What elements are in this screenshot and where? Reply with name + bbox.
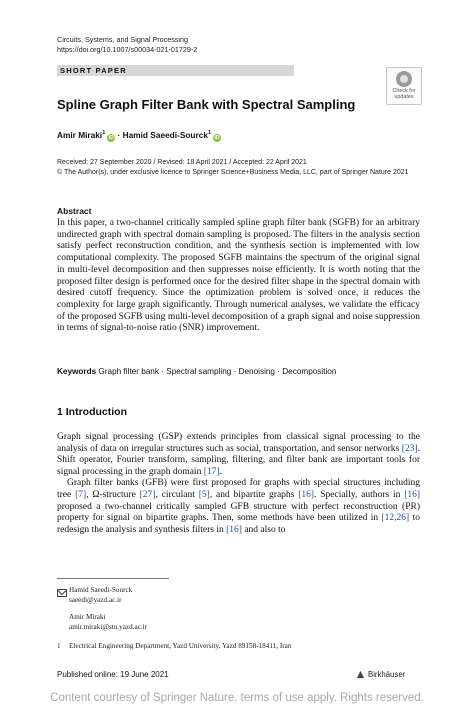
abstract-text: In this paper, a two-channel critically sampled spline graph filter bank (SGFB) for an arbitrary undirected graph with spectral domain sampling is proposed. The filters in the analysis section satisfy perfect reconstruction condition, and the synthesis section is implemented with low computational complexity. The proposed SGFB maintains the spectrum of the original signal in multi-level decomposition and then suppresses noise efficiently. It is worth noting that the proposed filter design is performed once for the desired filter shape in the spectral domain with desired cutoff frequency. Since the optimization problem is solved once, it reduces the complexity for large graph significantly. Through numerical analyses, we validate the efficacy of the proposed SGFB using multi-level decomposition of a graph signal and noise suppression in terms of signal-to-noise ratio (SNR) improvement.	[57, 218, 420, 334]
citation-link[interactable]: [16]	[226, 524, 242, 535]
corresponding-author	[69, 586, 132, 605]
citation-link[interactable]: [17]	[203, 466, 220, 477]
mail-icon	[57, 589, 67, 597]
corr-author-email[interactable]: saeedi@yazd.ac.ir	[69, 595, 122, 604]
author2-name: Amir Miraki	[69, 613, 106, 621]
article-type-label: SHORT PAPER	[60, 66, 127, 75]
citation-link[interactable]: [27]	[139, 489, 156, 500]
footnote-divider	[57, 578, 169, 579]
check-updates-line2: updates	[394, 94, 414, 100]
citation-link[interactable]: [16]	[298, 489, 315, 500]
paper-title: Spline Graph Filter Bank with Spectral Sampling	[57, 97, 356, 112]
courtesy-watermark: Content courtesy of Springer Nature, terms of use apply. Rights reserved.	[50, 692, 424, 704]
text: , Ω-structure	[86, 489, 140, 500]
dates-line: Received: 27 September 2020 / Revised: 18 April 2021 / Accepted: 22 April 2021	[57, 159, 307, 166]
keywords	[57, 367, 336, 376]
citation-link[interactable]: [7]	[75, 489, 87, 500]
check-updates-line1: Check for	[392, 88, 416, 94]
affiliation-text: Electrical Engineering Department, Yazd University, Yazd 89158-18411, Iran	[69, 642, 292, 650]
text: .	[219, 466, 222, 477]
text: Graph signal processing (GSP) extends principles from classical signal processing to the analysis of data on irregular structures such as social, transportation, and sensor networks	[57, 432, 420, 454]
author-separator: ·	[117, 130, 121, 140]
author-name[interactable]: Amir Miraki	[57, 130, 103, 140]
citation-link[interactable]: [12,26]	[381, 513, 410, 524]
abstract-heading: Abstract	[57, 206, 92, 216]
copyright-line: © The Author(s), under exclusive licence to Springer Science+Business Media, LLC, part of Springer Nature 2021	[57, 169, 409, 176]
citation-link[interactable]: [5]	[198, 489, 210, 500]
orcid-icon[interactable]: iD	[108, 135, 114, 141]
affiliation-number: 1	[57, 642, 61, 650]
text: , circulant	[155, 489, 199, 500]
journal-name: Circuits, Systems, and Signal Processing	[57, 35, 189, 44]
text: , and bipartite graphs	[209, 489, 299, 500]
citation-link[interactable]: [23]	[401, 443, 418, 454]
keywords-text: Graph filter bank · Spectral sampling · Denoising · Decomposition	[98, 367, 337, 376]
intro-paragraph	[57, 432, 420, 478]
text: Graph filter banks (GFB) were first proposed for graphs with special structures including tree	[57, 478, 420, 500]
corr-author-name: Hamid Saeedi-Sourck	[69, 586, 133, 594]
text: to redesign the analysis and synthesis filters in	[57, 513, 420, 535]
author-name[interactable]: Hamid Saeedi-Sourck	[122, 130, 208, 140]
birkhauser-logo-icon	[356, 670, 365, 679]
text: and also to	[241, 524, 286, 535]
section-heading: 1 Introduction	[57, 406, 127, 418]
check-for-updates-button[interactable]	[386, 67, 422, 105]
doi-link[interactable]: https://doi.org/10.1007/s00034-021-01729-2	[57, 44, 198, 54]
journal-header	[57, 35, 197, 54]
orcid-icon[interactable]: iD	[214, 135, 220, 141]
author-list	[57, 130, 221, 142]
check-updates-icon	[396, 71, 412, 87]
text: proposed a two-channel critically sampled GFB structure with perfect reconstruction (PR) property for signal on bipartite graphs. Then, some methods have been utilized in	[57, 501, 420, 524]
keywords-label: Keywords	[57, 367, 97, 376]
author2-email[interactable]: amir.miraki@stu.yazd.ac.ir	[69, 622, 148, 631]
second-author-contact	[69, 613, 147, 632]
citation-link[interactable]: [16]	[404, 489, 421, 500]
author-affiliation-mark: 1	[207, 130, 212, 137]
intro-paragraph	[57, 478, 420, 536]
author-affiliation-mark: 1	[102, 130, 106, 137]
publisher-name: Birkhäuser	[368, 670, 406, 679]
published-date: Published online: 19 June 2021	[57, 670, 169, 679]
text: . Shift operator, Fourier transform, sampling, filtering, and filter bank are important tools for signal processing in the graph domain	[57, 443, 420, 477]
intro-body	[57, 432, 420, 536]
text: . Specially, authors in	[314, 489, 405, 500]
article-history	[57, 158, 409, 178]
